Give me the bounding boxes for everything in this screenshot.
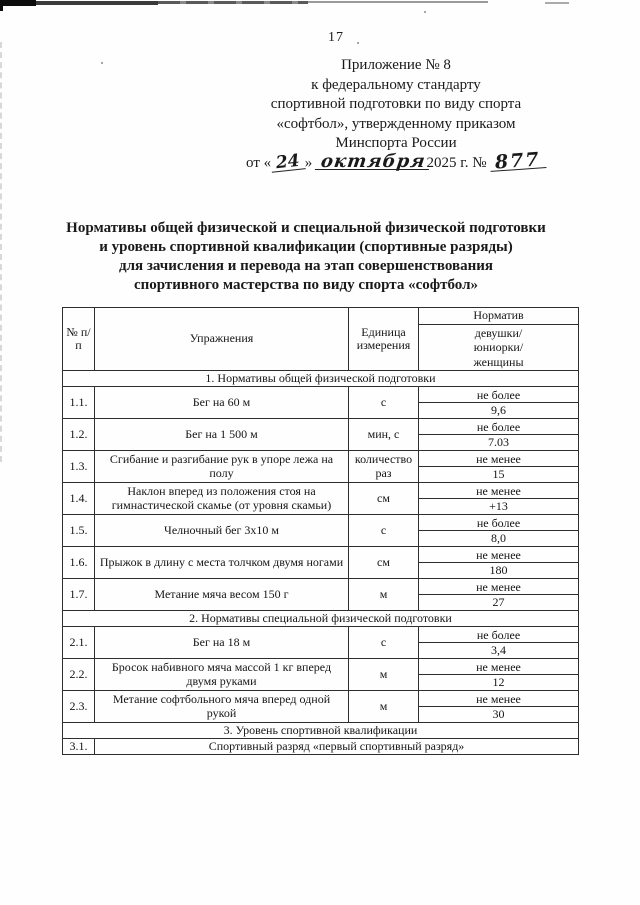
appendix-line: Минспорта России [335,135,457,151]
appendix-line: Приложение № 8 [341,57,451,73]
row-exercise: Бег на 60 м [95,387,349,419]
norm-value: 12 [492,675,505,689]
norm-condition: не менее [419,660,578,675]
section-row [63,611,579,627]
page-number: 17 [328,30,344,45]
date-prefix: от « [246,154,272,171]
row-num: 2.3. [63,691,95,723]
section-row [63,723,579,739]
scan-artifact-top-tick [0,0,3,11]
row-num: 3.1. [63,739,95,755]
appendix-line: спортивной подготовки по виду спорта [270,96,522,112]
document-title [0,219,612,295]
norm-group-line: женщины [473,354,524,369]
scan-artifact-top-band [158,1,308,4]
row-norm [419,691,579,723]
norm-condition: не более [419,628,578,643]
section-row [63,371,579,387]
header-exercise: Упражнения [95,308,349,371]
row-num: 1.4. [63,483,95,515]
norm-condition: не менее [419,452,578,467]
norm-condition: не менее [419,580,578,595]
table-row [63,691,579,723]
appendix-date-line [240,147,552,174]
row-unit: м [349,659,419,691]
row-exercise: Сгибание и разгибание рук в упоре лежа на полу [95,451,349,483]
header-num: № п/п [63,308,95,371]
row-norm [419,547,579,579]
row-num: 1.7. [63,579,95,611]
norm-group-line: девушки/ [474,325,523,340]
table-row [63,419,579,451]
scan-artifact-top-band [308,1,488,3]
section-label: 1. Нормативы общей физической подготовки [63,371,579,387]
row-unit: см [349,483,419,515]
row-norm [419,387,579,419]
header-unit: Единица измерения [349,308,419,371]
table-row [63,627,579,659]
appendix-line: к федеральному стандарту [311,76,481,93]
row-norm [419,579,579,611]
row-unit: с [349,627,419,659]
scan-speck [101,62,103,64]
norm-group-line: юниорки/ [473,340,524,354]
row-unit: см [349,547,419,579]
row-unit: м [349,579,419,611]
table-row [63,483,579,515]
table-row [63,451,579,483]
section-label: 3. Уровень спортивной квалификации [63,723,579,739]
scan-artifact-top-band [36,1,158,5]
row-num: 1.1. [63,387,95,419]
section-label: 2. Нормативы специальной физической подготовки [63,611,579,627]
handwritten-day: 24 [270,153,305,172]
norm-value: 180 [489,563,508,577]
title-line: спортивного мастерства по виду спорта «софтбол» [133,277,479,293]
normatives-table [62,307,579,755]
row-num: 1.6. [63,547,95,579]
norm-condition: не менее [419,484,578,499]
row-exercise: Прыжок в длину с места толчком двумя ногами [95,547,349,579]
row-exercise: Бег на 18 м [95,627,349,659]
norm-value: 8,0 [491,531,506,545]
row-exercise: Бег на 1 500 м [95,419,349,451]
norm-condition: не менее [419,548,578,563]
norm-value: 9,6 [491,403,506,417]
norm-value: +13 [489,499,508,513]
norm-value: 3,4 [491,643,506,657]
row-num: 1.5. [63,515,95,547]
norm-value: 30 [492,707,505,721]
norm-condition: не более [419,388,578,403]
handwritten-order-number: 877 [490,152,547,172]
title-line: Нормативы общей физической и специальной физической подготовки [66,220,546,236]
row-norm [419,515,579,547]
row-norm [419,419,579,451]
row-num: 1.3. [63,451,95,483]
qualification-row [63,739,579,755]
table-row [63,579,579,611]
row-unit: с [349,515,419,547]
title-line: для зачисления и перевода на этап совершенствования [119,258,493,274]
scan-speck [424,11,426,13]
header-norm-groups [419,324,579,371]
row-exercise: Бросок набивного мяча массой 1 кг вперед двумя руками [95,659,349,691]
date-mid: » [304,154,313,171]
row-exercise: Наклон вперед из положения стоя на гимнастической скамье (от уровня скамьи) [95,483,349,515]
header-norm: Норматив [419,308,579,325]
norm-value: 7.03 [488,435,509,449]
row-exercise: Челночный бег 3х10 м [95,515,349,547]
norm-condition: не менее [419,692,578,707]
row-unit: мин, с [349,419,419,451]
table-row [63,659,579,691]
date-year: 2025 г. № [426,154,487,171]
handwritten-month: октября [315,154,432,170]
table-header-row [63,308,579,325]
row-exercise: Метание софтбольного мяча вперед одной рукой [95,691,349,723]
scan-artifact-top-band [0,0,36,6]
norm-value: 15 [492,467,505,481]
appendix-block [240,56,552,173]
row-norm [419,659,579,691]
appendix-line: «софтбол», утвержденному приказом [276,115,516,132]
row-unit: количество раз [349,451,419,483]
row-norm [419,483,579,515]
title-line: и уровень спортивной квалификации (спортивные разряды) [99,239,513,255]
row-norm [419,627,579,659]
norm-condition: не более [419,420,578,435]
row-unit: м [349,691,419,723]
row-num: 2.2. [63,659,95,691]
row-norm [419,451,579,483]
table-row [63,387,579,419]
table-row [63,547,579,579]
row-unit: с [349,387,419,419]
table-row [63,515,579,547]
norm-condition: не более [419,516,578,531]
qualification-text: Спортивный разряд «первый спортивный разряд» [95,739,579,755]
row-num: 2.1. [63,627,95,659]
row-num: 1.2. [63,419,95,451]
norm-value: 27 [492,595,505,609]
row-exercise: Метание мяча весом 150 г [95,579,349,611]
scan-artifact-top-band [545,2,569,4]
